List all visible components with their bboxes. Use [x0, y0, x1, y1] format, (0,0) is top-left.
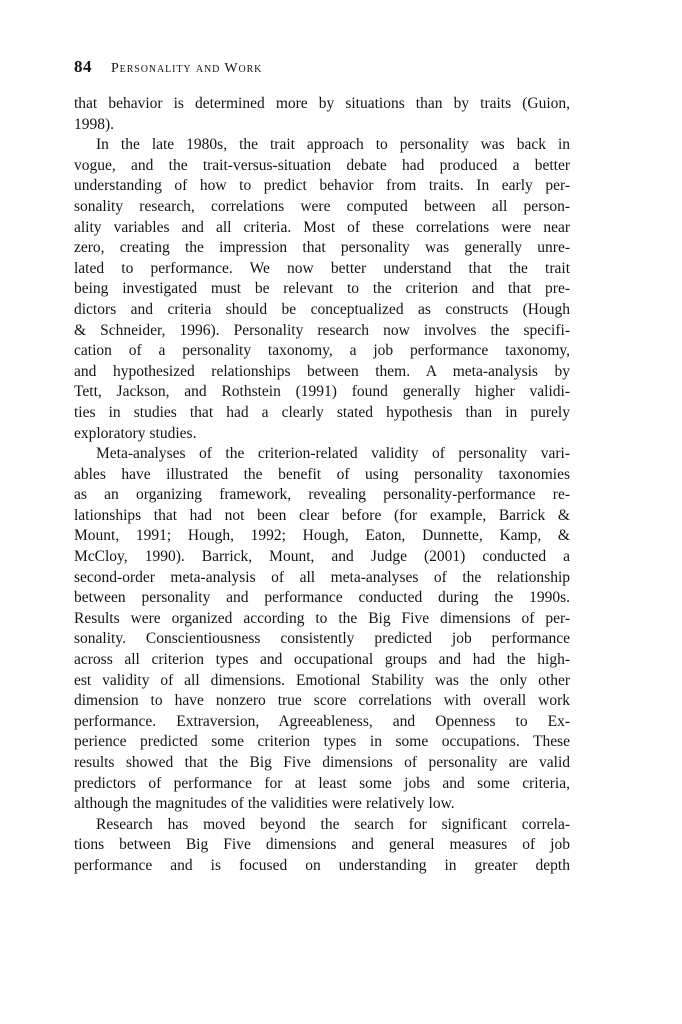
text-line: results showed that the Big Five dimensions of personality are valid: [74, 754, 570, 771]
paragraph: [74, 444, 570, 815]
running-head: Personality and Work: [111, 61, 263, 76]
text-line: between personality and performance conducted during the 1990s.: [74, 589, 570, 607]
text-line: dimension to have nonzero true score correlations with overall work: [74, 692, 570, 710]
page-header: [74, 57, 570, 77]
text-line: McCloy, 1990). Barrick, Mount, and Judge (2001) conducted a: [74, 548, 570, 566]
page-number: 84: [74, 57, 92, 76]
text-line: as an organizing framework, revealing personality-performance re-: [74, 486, 570, 504]
text-line: Research has moved beyond the search for significant correla-: [96, 815, 570, 833]
paragraph: [74, 135, 570, 444]
text-line: & Schneider, 1996). Personality research now involves the specifi-: [74, 321, 570, 339]
text-line: across all criterion types and occupational groups and had the high-: [74, 651, 570, 669]
text-line: vogue, and the trait-versus-situation debate had produced a better: [74, 156, 570, 174]
paragraph: [74, 94, 570, 135]
text-line: second-order meta-analysis of all meta-analyses of the relationship: [74, 568, 570, 586]
text-line: performance and is focused on understanding in greater depth: [74, 856, 570, 874]
text-line: perience predicted some criterion types in some occupations. These: [74, 733, 570, 751]
text-line: performance. Extraversion, Agreeableness, and Openness to Ex-: [74, 712, 570, 730]
text-line: dictors and criteria should be conceptualized as constructs (Hough: [74, 300, 570, 318]
text-line: being investigated must be relevant to the criterion and that pre-: [74, 280, 570, 298]
text-line: exploratory studies.: [74, 424, 197, 442]
text-line: ables have illustrated the benefit of using personality taxonomies: [74, 465, 570, 483]
page-body: [74, 94, 570, 877]
text-line: lated to performance. We now better understand that the trait: [74, 259, 570, 277]
text-line: although the magnitudes of the validities were relatively low.: [74, 795, 455, 813]
text-line: In the late 1980s, the trait approach to personality was back in: [96, 136, 570, 154]
text-line: understanding of how to predict behavior from traits. In early per-: [74, 177, 570, 195]
text-line: tions between Big Five dimensions and general measures of job: [74, 836, 570, 854]
paragraph: [74, 815, 570, 877]
text-line: ties in studies that had a clearly stated hypothesis than in purely: [74, 403, 570, 421]
text-line: est validity of all dimensions. Emotional Stability was the only other: [74, 671, 570, 689]
text-line: Results were organized according to the Big Five dimensions of per-: [74, 609, 570, 627]
text-line: that behavior is determined more by situations than by traits (Guion,: [74, 95, 570, 112]
text-line: Tett, Jackson, and Rothstein (1991) found generally higher validi-: [74, 383, 570, 401]
text-line: Meta-analyses of the criterion-related validity of personality vari-: [96, 445, 570, 463]
text-line: sonality research, correlations were computed between all person-: [74, 197, 570, 215]
text-line: lationships that had not been clear before (for example, Barrick &: [74, 506, 570, 524]
text-line: Mount, 1991; Hough, 1992; Hough, Eaton, Dunnette, Kamp, &: [74, 527, 570, 545]
text-line: ality variables and all criteria. Most of these correlations were near: [74, 218, 570, 236]
text-line: and hypothesized relationships between them. A meta-analysis by: [74, 362, 570, 380]
text-line: sonality. Conscientiousness consistently predicted job performance: [74, 630, 570, 648]
text-line: cation of a personality taxonomy, a job performance taxonomy,: [74, 342, 570, 360]
text-line: zero, creating the impression that personality was generally unre-: [74, 239, 570, 257]
text-line: 1998).: [74, 115, 115, 133]
text-line: predictors of performance for at least some jobs and some criteria,: [74, 774, 570, 792]
